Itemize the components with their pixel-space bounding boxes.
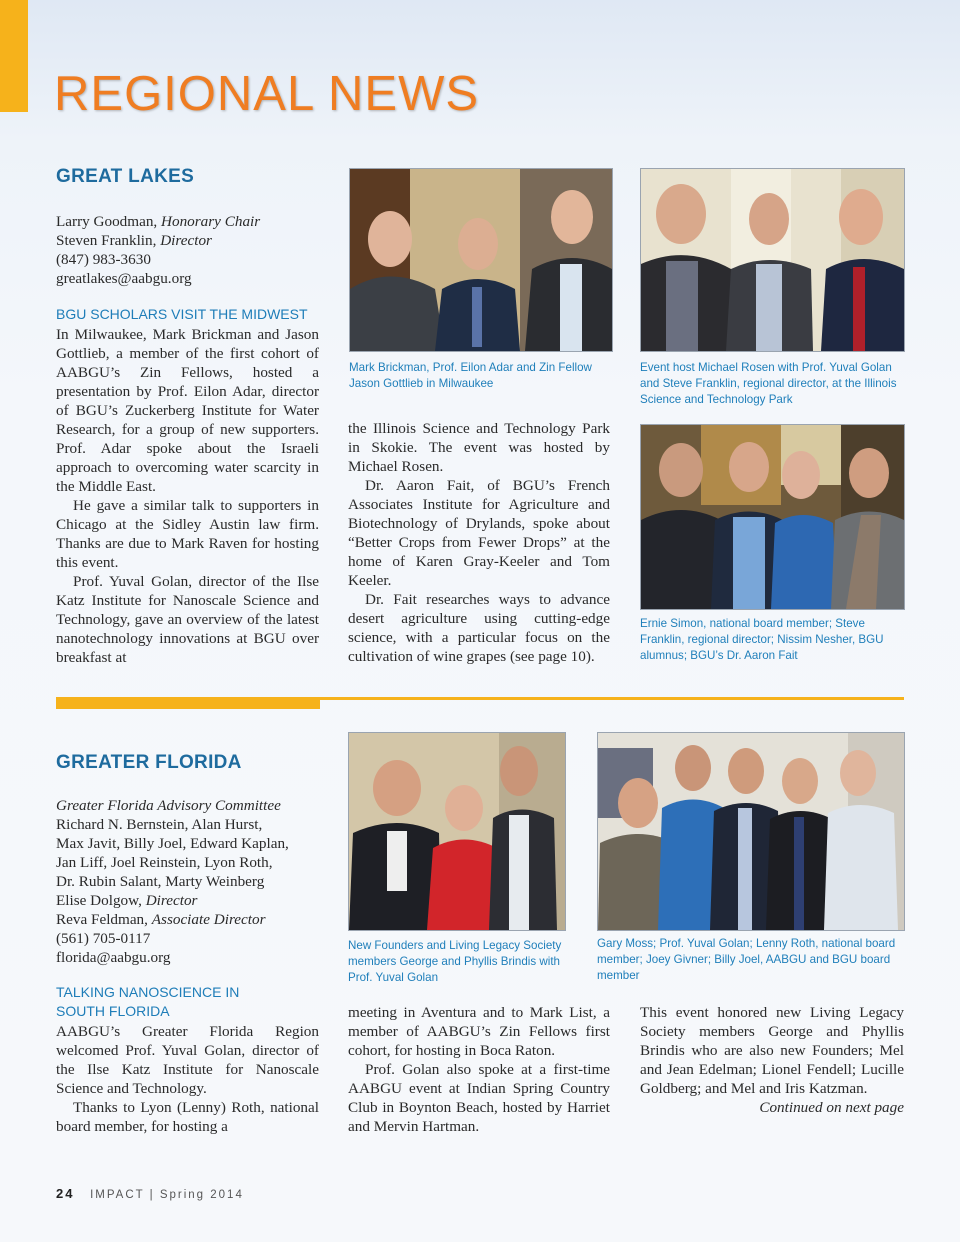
section-heading-great-lakes: GREAT LAKES (56, 166, 195, 187)
continued-note: Continued on next page (759, 1099, 904, 1116)
committee-line: Jan Liff, Joel Reinstein, Lyon Roth, (56, 854, 273, 871)
committee-line: Richard N. Bernstein, Alan Hurst, (56, 816, 263, 833)
paragraph: meeting in Aventura and to Mark List, a member of AABGU’s Zin Fellows first cohort, for hosting in Boca Raton. (348, 1004, 610, 1059)
great-lakes-column-2 (348, 419, 610, 666)
paragraph: Dr. Aaron Fait, of BGU’s French Associates Institute for Agriculture and Biotechnology of Drylands, spoke about “Better Crops from Fewer Drops” at the home of Karen Gray-Keeler and Tom Keeler. (348, 477, 610, 589)
caption-photo-4: New Founders and Living Legacy Society members George and Phyllis Brindis with Prof. Yuval Golan (348, 939, 562, 984)
contact-line: Elise Dolgow, Director (56, 892, 198, 909)
paragraph: Thanks to Lyon (Lenny) Roth, national board member, for hosting a (56, 1099, 319, 1135)
greater-florida-column-1 (56, 1022, 319, 1136)
committee-line: Dr. Rubin Salant, Marty Weinberg (56, 873, 265, 890)
photo-science-park-group (640, 168, 905, 352)
great-lakes-contacts (56, 212, 326, 288)
subheading-talking-nanoscience: TALKING NANOSCIENCE IN SOUTH FLORIDA (56, 984, 240, 1019)
paragraph: This event honored new Living Legacy Society members George and Phyllis Brindis who are also new Founders; Mel and Jean Edelman; Lionel Fendell; Lucille Goldberg; and Mel and Iris Katzman. (640, 1004, 904, 1097)
contact-line: Larry Goodman, Honorary Chair (56, 213, 261, 230)
paragraph: the Illinois Science and Technology Park in Skokie. The event was hosted by Michael Rosen. (348, 420, 610, 475)
photo-keeler-home-group (640, 424, 905, 610)
caption-photo-2: Event host Michael Rosen with Prof. Yuval Golan and Steve Franklin, regional director, at the Illinois Science and Technology Park (640, 361, 897, 406)
paragraph: In Milwaukee, Mark Brickman and Jason Gottlieb, a member of the first cohort of AABGU’s Zin Fellows, hosted a presentation by Prof. Eilon Adar, director of BGU’s Zuckerberg Institute for Water Research, for a group of new supporters. Prof. Adar spoke about the Israeli approach to overcoming water scarcity in the Middle East. (56, 326, 319, 495)
page-title: REGIONAL NEWS (54, 67, 480, 121)
committee-line: Max Javit, Billy Joel, Edward Kaplan, (56, 835, 289, 852)
subheading-bgu-scholars: BGU SCHOLARS VISIT THE MIDWEST (56, 306, 308, 322)
photo-milwaukee-group (349, 168, 613, 352)
paragraph: Prof. Golan also spoke at a first-time AABGU event at Indian Spring Country Club in Boynton Beach, hosted by Harriet and Mervin Hartman. (348, 1061, 610, 1135)
greater-florida-committee (56, 796, 326, 967)
great-lakes-column-1 (56, 325, 319, 667)
caption-photo-1: Mark Brickman, Prof. Eilon Adar and Zin Fellow Jason Gottlieb in Milwaukee (349, 361, 592, 390)
photo-golan-roth-group (597, 732, 905, 931)
caption-photo-5: Gary Moss; Prof. Yuval Golan; Lenny Roth, national board member; Joey Givner; Billy Joel, AABGU and BGU board member (597, 937, 896, 982)
paragraph: He gave a similar talk to supporters in Chicago at the Sidley Austin law firm. Thanks are due to Mark Raven for hosting this event. (56, 497, 319, 571)
section-divider-accent (56, 697, 320, 709)
publication-name: IMPACT | Spring 2014 (90, 1189, 244, 1201)
page-footer (56, 1186, 244, 1201)
header-accent-tab (0, 0, 28, 112)
paragraph: Prof. Yuval Golan, director of the Ilse Katz Institute for Nanoscale Science and Technology, gave an overview of the latest nanotechnology innovations at BGU over breakfast at (56, 573, 319, 666)
contact-line: Reva Feldman, Associate Director (56, 911, 266, 928)
photo-brindis-golan (348, 732, 566, 931)
paragraph: Dr. Fait researches ways to advance desert agriculture using cutting-edge science, with a particular focus on the cultivation of wine grapes (see page 10). (348, 591, 610, 665)
contact-phone: (561) 705-0117 (56, 930, 151, 947)
section-heading-greater-florida: GREATER FLORIDA (56, 752, 242, 773)
paragraph: AABGU’s Greater Florida Region welcomed Prof. Yuval Golan, director of the Ilse Katz Institute for Nanoscale Science and Technology. (56, 1023, 319, 1097)
contact-line: Steven Franklin, Director (56, 232, 212, 249)
caption-photo-3: Ernie Simon, national board member; Steve Franklin, regional director; Nissim Nesher, BGU alumnus; BGU’s Dr. Aaron Fait (640, 617, 884, 662)
page-number: 24 (56, 1186, 75, 1201)
greater-florida-column-3 (640, 1003, 904, 1117)
contact-email: greatlakes@aabgu.org (56, 270, 192, 287)
committee-title: Greater Florida Advisory Committee (56, 797, 281, 814)
contact-phone: (847) 983-3630 (56, 251, 151, 268)
greater-florida-column-2 (348, 1003, 610, 1136)
contact-email: florida@aabgu.org (56, 949, 171, 966)
